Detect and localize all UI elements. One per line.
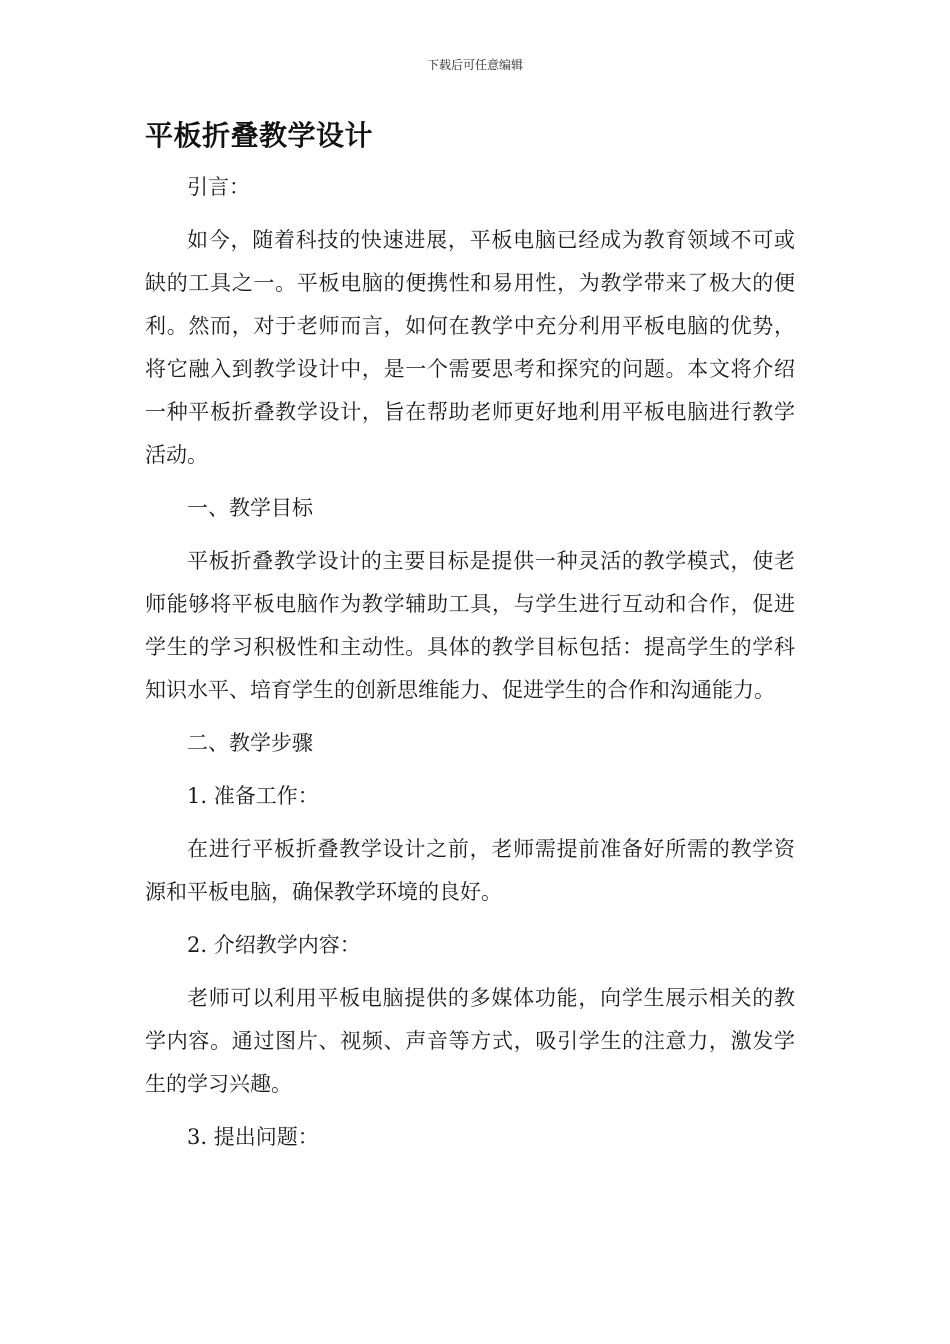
section-heading-goals: 一、教学目标 xyxy=(187,496,313,520)
document-title: 平板折叠教学设计 xyxy=(145,119,374,152)
step-3-heading: 3. 提出问题： xyxy=(187,1125,319,1149)
step-2-heading: 2. 介绍教学内容： xyxy=(187,933,361,957)
intro-label: 引言： xyxy=(187,175,250,199)
section-heading-steps: 二、教学步骤 xyxy=(187,731,313,755)
document-body xyxy=(145,166,795,1169)
step-2-paragraph: 老师可以利用平板电脑提供的多媒体功能，向学生展示相关的教学内容。通过图片、视频、声音等方式，吸引学生的注意力，激发学生的学习兴趣。 xyxy=(145,986,795,1096)
intro-paragraph: 如今，随着科技的快速进展，平板电脑已经成为教育领域不可或缺的工具之一。平板电脑的便携性和易用性，为教学带来了极大的便利。然而，对于老师而言，如何在教学中充分利用平板电脑的优势，将它融入到教学设计中，是一个需要思考和探究的问题。本文将介绍一种平板折叠教学设计，旨在帮助老师更好地利用平板电脑进行教学活动。 xyxy=(145,228,795,467)
goals-paragraph: 平板折叠教学设计的主要目标是提供一种灵活的教学模式，使老师能够将平板电脑作为教学辅助工具，与学生进行互动和合作，促进学生的学习积极性和主动性。具体的教学目标包括：提高学生的学科知识水平、培育学生的创新思维能力、促进学生的合作和沟通能力。 xyxy=(145,549,795,702)
step-1-heading: 1. 准备工作： xyxy=(187,784,319,808)
step-1-paragraph: 在进行平板折叠教学设计之前，老师需提前准备好所需的教学资源和平板电脑，确保教学环境的良好。 xyxy=(145,837,795,904)
page-header-note: 下载后可任意编辑 xyxy=(426,58,523,72)
